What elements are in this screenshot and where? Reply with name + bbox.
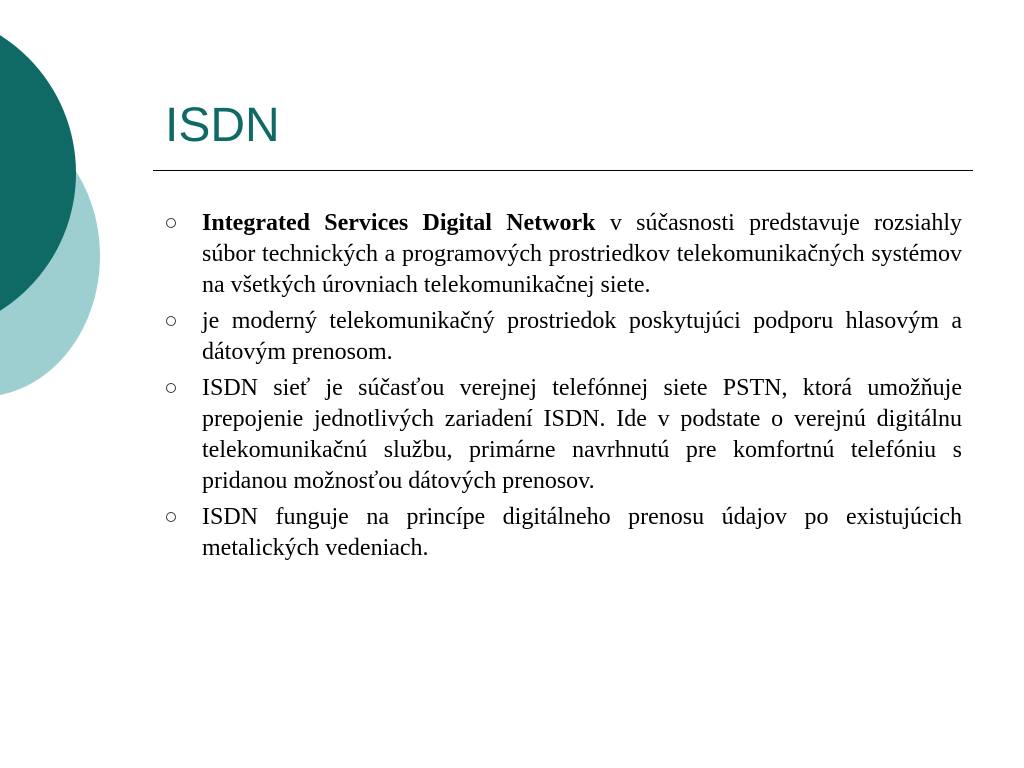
bullet-item <box>162 373 962 497</box>
bullet-text: ISDN funguje na princípe digitálneho prenosu údajov po existujúcich metalických vedeniach. <box>202 504 962 561</box>
bullet-item <box>162 306 962 368</box>
hollow-circle-icon <box>166 218 176 228</box>
bullet-text: je moderný telekomunikačný prostriedok poskytujúci podporu hlasovým a dátovým prenosom. <box>202 308 962 365</box>
bullet-lead: Integrated Services Digital Network <box>202 210 596 236</box>
slide-title: ISDN <box>165 99 280 152</box>
hollow-circle-icon <box>166 512 176 522</box>
hollow-circle-icon <box>166 383 176 393</box>
bullet-item <box>162 208 962 301</box>
bullet-item <box>162 502 962 564</box>
bullet-text: ISDN sieť je súčasťou verejnej telefónnej siete PSTN, ktorá umožňuje prepojenie jednotlivých zariadení ISDN. Ide v podstate o verejnú digitálnu telekomunikačnú službu, primárne navrhnutú pre komfortnú telefóniu s pridanou možnosťou dátových prenosov. <box>202 375 962 494</box>
title-divider <box>153 170 973 171</box>
hollow-circle-icon <box>166 316 176 326</box>
bullet-list <box>162 208 962 569</box>
bullet-text: v súčasnosti predstavuje rozsiahly súbor technických a programových prostriedkov telekomunikačných systémov na všetkých úrovniach telekomunikačnej siete. <box>202 210 963 298</box>
